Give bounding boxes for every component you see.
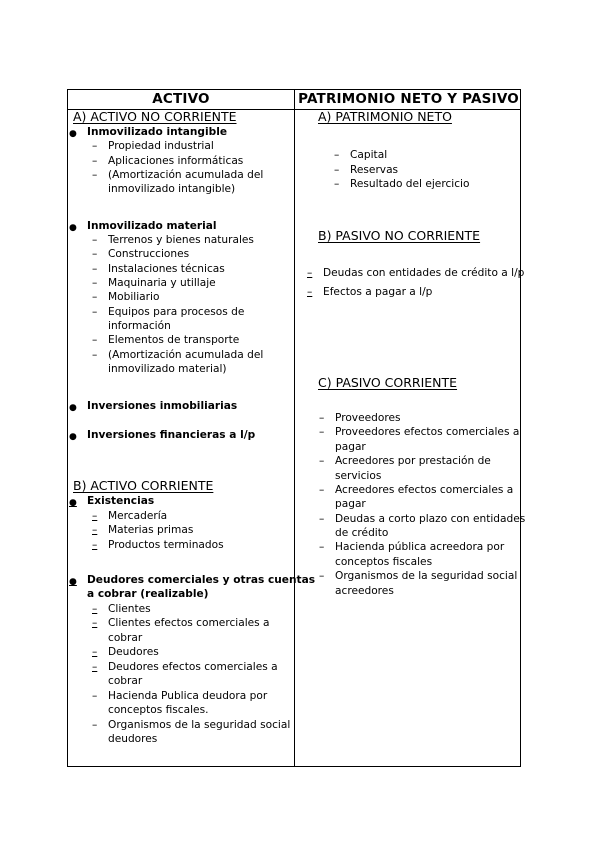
list-item: Mercadería bbox=[108, 510, 168, 522]
dash-icon: – bbox=[319, 412, 325, 424]
dash-icon: – bbox=[92, 719, 98, 731]
dash-icon: – bbox=[92, 349, 98, 361]
list-item: deudores bbox=[108, 733, 158, 745]
dash-icon: – bbox=[334, 178, 340, 190]
list-item: Instalaciones técnicas bbox=[108, 263, 225, 275]
dash-icon: – bbox=[307, 286, 313, 298]
group-deudores-title: Deudores comerciales y otras cuentas bbox=[87, 574, 316, 586]
list-item: Efectos a pagar a l/p bbox=[323, 286, 433, 298]
dash-icon: – bbox=[92, 646, 98, 658]
list-item: Deudores bbox=[108, 646, 159, 658]
list-item: Maquinaria y utillaje bbox=[108, 277, 216, 289]
list-item: pagar bbox=[335, 498, 366, 510]
list-item: Proveedores bbox=[335, 412, 401, 424]
list-item: inmovilizado material) bbox=[108, 363, 227, 375]
dash-icon: – bbox=[307, 267, 313, 279]
header-activo: ACTIVO bbox=[152, 91, 210, 107]
dash-icon: – bbox=[92, 334, 98, 346]
dash-icon: – bbox=[319, 484, 325, 496]
dash-icon: – bbox=[334, 149, 340, 161]
dash-icon: – bbox=[92, 291, 98, 303]
section-pasivo-corriente: C) PASIVO CORRIENTE bbox=[318, 375, 458, 390]
dash-icon: – bbox=[92, 169, 98, 181]
dash-icon: – bbox=[92, 140, 98, 152]
dash-icon: – bbox=[92, 617, 98, 629]
list-item: Deudas con entidades de crédito a l/p bbox=[323, 267, 525, 279]
dash-icon: – bbox=[319, 570, 325, 582]
list-item: Organismos de la seguridad social bbox=[335, 570, 518, 582]
section-patrimonio-neto: A) PATRIMONIO NETO bbox=[318, 109, 452, 124]
list-item: Materias primas bbox=[108, 524, 194, 536]
dash-icon: – bbox=[319, 541, 325, 553]
dash-icon: – bbox=[92, 263, 98, 275]
bullet-icon: ● bbox=[69, 223, 77, 233]
group-inmobiliarias: Inversiones inmobiliarias bbox=[87, 400, 238, 412]
list-item: Deudas a corto plazo con entidades bbox=[335, 513, 526, 525]
list-item: Acreedores por prestación de bbox=[335, 455, 491, 467]
dash-icon: – bbox=[92, 155, 98, 167]
list-item: servicios bbox=[335, 470, 382, 482]
dash-icon: – bbox=[92, 277, 98, 289]
bullet-icon: ● bbox=[69, 498, 77, 508]
dash-icon: – bbox=[92, 539, 98, 551]
list-item: (Amortización acumulada del bbox=[108, 349, 264, 361]
list-item: Hacienda pública acreedora por bbox=[335, 541, 505, 553]
dash-icon: – bbox=[319, 426, 325, 438]
dash-icon: – bbox=[92, 248, 98, 260]
group-intangible-title: Inmovilizado intangible bbox=[87, 126, 228, 138]
bullet-icon: ● bbox=[69, 577, 77, 587]
list-item: conceptos fiscales. bbox=[108, 704, 209, 716]
list-item: Construcciones bbox=[108, 248, 190, 260]
dash-icon: – bbox=[92, 524, 98, 536]
dash-icon: – bbox=[92, 306, 98, 318]
list-item: Clientes efectos comerciales a bbox=[108, 617, 270, 629]
bullet-icon: ● bbox=[69, 403, 77, 413]
list-item: (Amortización acumulada del bbox=[108, 169, 264, 181]
list-item: Propiedad industrial bbox=[108, 140, 214, 152]
list-item: Organismos de la seguridad social bbox=[108, 719, 291, 731]
list-item: inmovilizado intangible) bbox=[108, 183, 236, 195]
list-item: Equipos para procesos de bbox=[108, 306, 245, 318]
bullet-icon: ● bbox=[69, 432, 77, 442]
section-pasivo-no-corriente: B) PASIVO NO CORRIENTE bbox=[318, 228, 481, 243]
list-item: acreedores bbox=[335, 585, 394, 597]
list-item: información bbox=[108, 320, 171, 332]
list-item: pagar bbox=[335, 441, 366, 453]
column-divider bbox=[294, 90, 295, 766]
group-deudores-title-2: a cobrar (realizable) bbox=[87, 588, 209, 600]
list-item: Productos terminados bbox=[108, 539, 224, 551]
dash-icon: – bbox=[92, 510, 98, 522]
dash-icon: – bbox=[319, 513, 325, 525]
list-item: Clientes bbox=[108, 603, 151, 615]
list-item: Proveedores efectos comerciales a bbox=[335, 426, 520, 438]
header-pasivo: PATRIMONIO NETO Y PASIVO bbox=[298, 91, 519, 107]
dash-icon: – bbox=[334, 164, 340, 176]
dash-icon: – bbox=[92, 690, 98, 702]
list-item: Hacienda Publica deudora por bbox=[108, 690, 268, 702]
bullet-icon: ● bbox=[69, 129, 77, 139]
group-existencias-title: Existencias bbox=[87, 495, 155, 507]
list-item: conceptos fiscales bbox=[335, 556, 433, 568]
dash-icon: – bbox=[92, 234, 98, 246]
section-activo-no-corriente: A) ACTIVO NO CORRIENTE bbox=[73, 109, 237, 124]
list-item: Acreedores efectos comerciales a bbox=[335, 484, 514, 496]
section-activo-corriente: B) ACTIVO CORRIENTE bbox=[73, 478, 214, 493]
list-item: Aplicaciones informáticas bbox=[108, 155, 244, 167]
list-item: Resultado del ejercicio bbox=[350, 178, 470, 190]
list-item: Mobiliario bbox=[108, 291, 160, 303]
dash-icon: – bbox=[92, 661, 98, 673]
list-item: Capital bbox=[350, 149, 388, 161]
group-financieras: Inversiones financieras a l/p bbox=[87, 429, 256, 441]
list-item: Deudores efectos comerciales a bbox=[108, 661, 278, 673]
list-item: cobrar bbox=[108, 632, 143, 644]
list-item: de crédito bbox=[335, 527, 389, 539]
list-item: cobrar bbox=[108, 675, 143, 687]
dash-icon: – bbox=[92, 603, 98, 615]
group-material-title: Inmovilizado material bbox=[87, 220, 217, 232]
list-item: Elementos de transporte bbox=[108, 334, 240, 346]
list-item: Reservas bbox=[350, 164, 399, 176]
list-item: Terrenos y bienes naturales bbox=[108, 234, 254, 246]
dash-icon: – bbox=[319, 455, 325, 467]
